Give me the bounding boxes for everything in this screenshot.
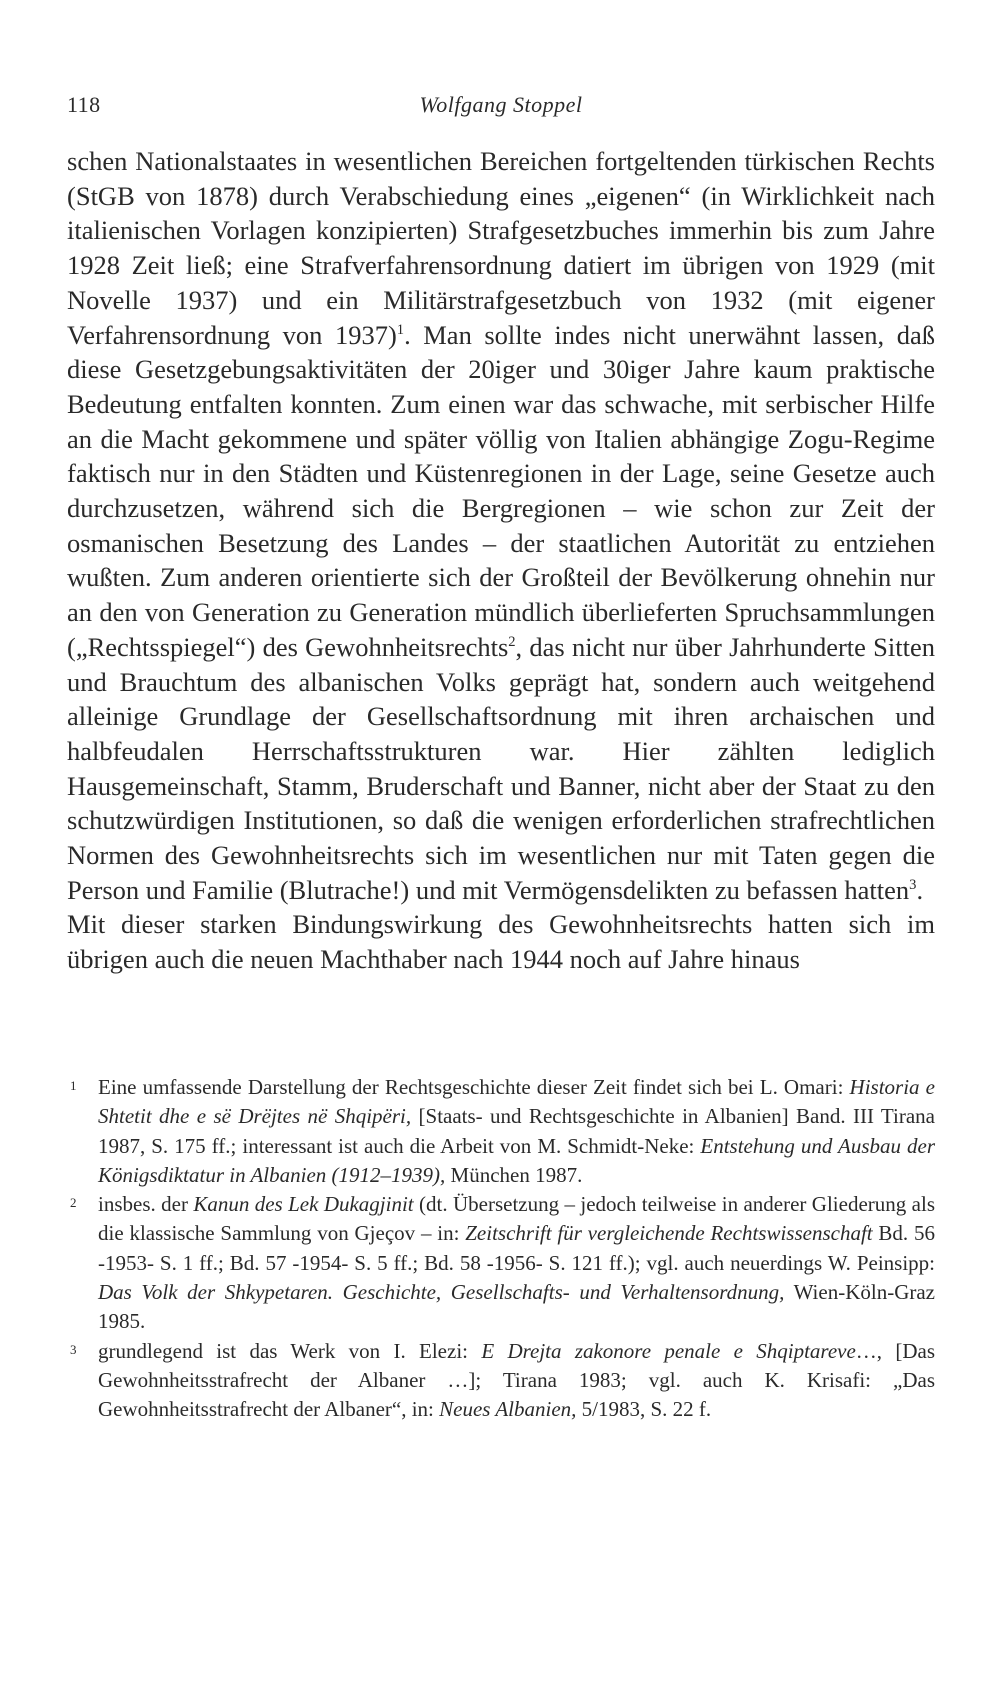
footnote-text: [Staats- und Rechtsgeschichte in Albanien] Band. III Tirana 1987, S. 175 ff.; interessant ist auch die Arbeit von M. Schmidt-Neke: bbox=[98, 1104, 935, 1158]
paragraph-1 bbox=[67, 144, 935, 907]
footnote-text: München 1987. bbox=[445, 1162, 583, 1187]
footnote-text: Wien-Köln-Graz 1985. bbox=[98, 1280, 935, 1334]
footnotes bbox=[67, 1073, 935, 1425]
footnote-title: Das Volk der Shkypetaren. Geschichte, Gesellschafts- und Verhaltensordnung, bbox=[98, 1280, 785, 1305]
footnote-text: grundlegend ist das Werk von I. Elezi: bbox=[98, 1338, 482, 1363]
footnote-ref-3: 3 bbox=[909, 876, 917, 893]
footnote-ref-2: 2 bbox=[508, 634, 516, 651]
footnote-3 bbox=[67, 1337, 935, 1425]
footnote-mark: 1 bbox=[70, 1078, 77, 1093]
footnote-title: Kanun des Lek Dukagjinit bbox=[193, 1192, 414, 1217]
footnote-text: insbes. der bbox=[98, 1192, 194, 1217]
footnote-mark: 2 bbox=[70, 1195, 77, 1211]
footnote-text: (dt. Übersetzung – jedoch teilweise in anderer Gliederung als die klassische Sammlung von Gjeçov – in: bbox=[98, 1192, 935, 1246]
footnote-title: E Drejta zakonore penale e Shqiptareve bbox=[481, 1338, 856, 1363]
footnote-1 bbox=[67, 1073, 935, 1190]
footnote-title: Historia e Shtetit dhe e së Drëjtes në Shqipëri, bbox=[98, 1075, 935, 1129]
footnote-2 bbox=[67, 1190, 935, 1336]
page-number: 118 bbox=[67, 92, 101, 117]
footnote-title: Zeitschrift für vergleichende Rechtswissenschaft bbox=[465, 1221, 873, 1246]
footnote-ref-1: 1 bbox=[396, 321, 405, 338]
text-segment: schen Nationalstaates in wesentlichen Bereichen fortgeltenden türkischen Rechts (StGB von 1878) durch Verabschiedung eines „eigenen“ (in Wirklichkeit nach italienischen Vorlagen konzipierten) Strafgesetzbuches immerhin bis zum Jahre 1928 Zeit ließ; eine Strafverfahrensordnung datiert im übrigen von 1929 (mit Novelle 1937) und ein Militärstrafgesetzbuch von 1932 (mit eigener Verfahrensordnung von 1937) bbox=[67, 146, 935, 350]
body-text bbox=[67, 144, 935, 977]
running-head bbox=[67, 92, 935, 124]
running-title: Wolfgang Stoppel bbox=[419, 92, 583, 117]
text-segment: . bbox=[916, 874, 924, 905]
footnote-title: Entstehung und Ausbau der Königsdiktatur in Albanien (1912–1939), bbox=[98, 1133, 935, 1187]
footnote-text: …, [Das Gewohnheitsstrafrecht der Albaner …]; Tirana 1983; vgl. auch K. Krisafi: „Das Gewohnheitsstrafrecht der Albaner“, in: bbox=[98, 1338, 936, 1422]
paragraph-2: Mit dieser starken Bindungswirkung des Gewohnheitsrechts hatten sich im übrigen auch die neuen Machthaber nach 1944 noch auf Jahre hinaus bbox=[67, 909, 935, 975]
footnote-text: Eine umfassende Darstellung der Rechtsgeschichte dieser Zeit findet sich bei L. Omari: bbox=[98, 1075, 850, 1099]
footnote-text: Bd. 56 -1953- S. 1 ff.; Bd. 57 -1954- S. 5 ff.; Bd. 58 -1956- S. 121 ff.); vgl. auch neuerdings W. Peinsipp: bbox=[98, 1221, 935, 1275]
text-segment: . Man sollte indes nicht unerwähnt lassen, daß diese Gesetzgebungsaktivitäten der 20iger und 30iger Jahre kaum praktische Bedeutung entfalten konnten. Zum einen war das schwache, mit serbischer Hilfe an die Macht gekommene und später völlig von Italien abhängige Zogu-Regime faktisch nur in den Städten und Küstenregionen in der Lage, seine Gesetze auch durchzusetzen, während sich die Bergregionen – wie schon zur Zeit der osmanischen Besetzung des Landes – der staatlichen Autorität zu entziehen wußten. Zum anderen orientierte sich der Großteil der Bevölkerung ohnehin nur an den von Generation zu Generation mündlich überlieferten Spruchsammlungen („Rechtsspiegel“) des Gewohnheitsrechts bbox=[67, 319, 935, 662]
text-segment: , das nicht nur über Jahrhunderte Sitten und Brauchtum des albanischen Volks geprägt hat, sondern auch weitgehend alleinige Grundlage der Gesellschaftsordnung mit ihren archaischen und halbfeudalen Herrschaftsstrukturen war. Hier zählten lediglich Hausgemeinschaft, Stamm, Bruderschaft und Banner, nicht aber der Staat zu den schutzwürdigen Institutionen, so daß die wenigen erforderlichen strafrechtlichen Normen des Gewohnheitsrechts sich im wesentlichen nur mit Taten gegen die Person und Familie (Blutrache!) und mit Vermögensdelikten zu befassen hatten bbox=[67, 631, 935, 905]
footnote-title: Neues Albanien, bbox=[439, 1397, 577, 1422]
footnote-mark: 3 bbox=[70, 1341, 77, 1357]
footnote-text: 5/1983, S. 22 f. bbox=[576, 1397, 712, 1422]
